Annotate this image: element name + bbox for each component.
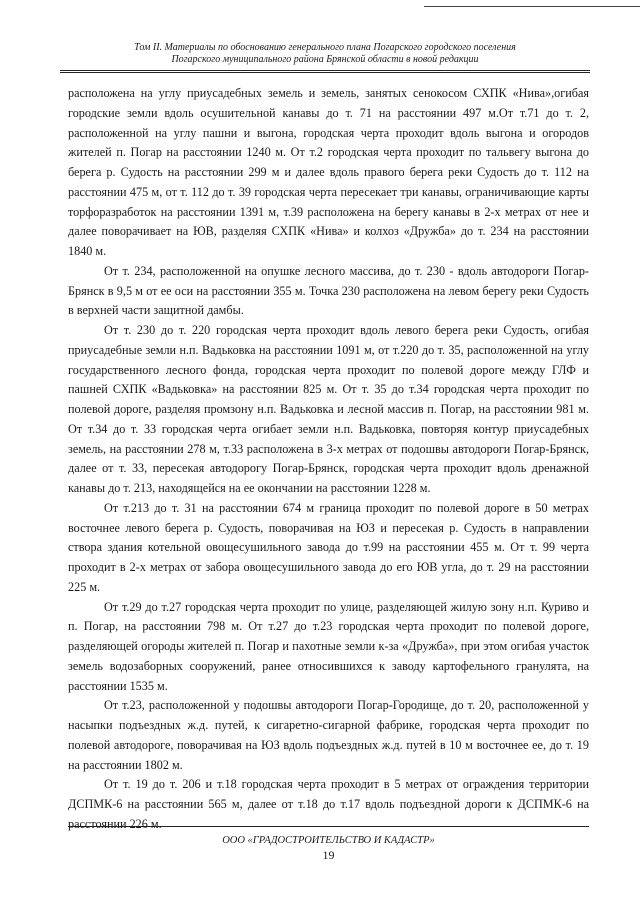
header-divider-double xyxy=(60,72,590,73)
paragraph-6: От т.23, расположенной у подошвы автодороги Погар-Городище, до т. 20, расположенной у насыпки подъездных ж.д. путей, к сигаретно-сигарной фабрике, городская черта проходит по полевой автодороге, поворачивая на ЮЗ вдоль подъездных ж.д. путей в 10 м восточнее ее, до т. 19 на расстоянии 1802 м. xyxy=(68,698,589,772)
paragraph-3: От т. 230 до т. 220 городская черта проходит вдоль левого берега реки Судость, огибая приусадебные земли н.п. Вадьковка на расстоянии 1091 м, от т.220 до т. 35, расположенной на углу государственного лесного фонда, городская черта проходит по полевой дороге между ГЛФ и пашней СХПК «Вадьковка» на расстоянии 825 м. От т. 35 до т.34 городская черта проходит по полевой дороге, разделяя промзону н.п. Вадьковка и лесной массив п. Погар, на расстоянии 981 м. От т.34 до т. 33 городская черта огибает земли н.п. Вадьковка, повторяя контур приусадебных земель, на расстоянии 278 м, т.33 расположена в 3-х метрах от подошвы автодороги Погар-Брянск, далее от т. 33, пересекая автодорогу Погар-Брянск, городская черта проходит вдоль дренажной канавы до т. 213, находящейся на ее окончании на расстоянии 1228 м. xyxy=(68,323,589,495)
paragraph-4: От т.213 до т. 31 на расстоянии 674 м граница проходит по полевой дороге в 50 метрах восточнее левого берега р. Судость, поворачивая на ЮЗ и пересекая р. Судость в направлении створа здания котельной овощесушильного завода до т.99 на расстоянии 455 м. От т. 99 черта проходит в 2-х метрах от забора овощесушильного завода до его ЮВ угла, до т. 29 на расстоянии 225 м. xyxy=(68,500,589,594)
top-edge-rule xyxy=(424,6,640,7)
footer-organization: ООО «ГРАДОСТРОИТЕЛЬСТВО И КАДАСТР» xyxy=(222,835,435,846)
header-divider xyxy=(60,70,590,71)
paragraph-5: От т.29 до т.27 городская черта проходит по улице, разделяющей жилую зону н.п. Куриво и п. Погар, на расстоянии 798 м. От т.27 до т.23 городская черта проходит по полевой дороге, разделяющей огороды жителей п. Погар и пахотные земли к-за «Дружба», при этом огибая участок земель водозаборных сооружений, ранее относившихся к заводу картофельного гранулята, на расстоянии 1535 м. xyxy=(68,599,589,693)
header-line-1: Том II. Материалы по обоснованию генерального плана Погарского городского поселения xyxy=(134,42,516,53)
document-body xyxy=(68,84,589,835)
paragraph-2: От т. 234, расположенной на опушке лесного массива, до т. 230 - вдоль автодороги Погар-Брянск в 9,5 м от ее оси на расстоянии 355 м. Точка 230 расположена на левом берегу реки Судость в верхней части защитной дамбы. xyxy=(68,263,589,318)
page-header xyxy=(60,42,590,66)
paragraph-7: От т. 19 до т. 206 и т.18 городская черта проходит в 5 метрах от ограждения территории ДСПМК-6 на расстоянии 565 м, далее от т.18 до т.17 вдоль подъездной дороги к ДСПМК-6 на расстоянии 226 м. xyxy=(68,777,589,831)
page-number: 19 xyxy=(322,848,335,862)
footer-divider xyxy=(68,826,589,827)
header-line-2: Погарского муниципального района Брянской области в новой редакции xyxy=(171,54,479,65)
paragraph-1: расположена на углу приусадебных земель и земель, занятых сенокосом СХПК «Нива»,огибая городские земли вдоль осушительной канавы до т. 71 на расстоянии 497 м.От т.71 до т. 2, расположенной на углу пашни и выгона, городская черта проходит вдоль выгона и огородов жителей п. Погар на расстоянии 1240 м. От т.2 городская черта проходит по тальвегу выгона до берега р. Судость на расстоянии 299 м и далее вдоль правого берега реки Судость до т. 112 на расстоянии 475 м, от т. 112 до т. 39 городская черта пересекает три канавы, ограничивающие карты торфоразработок на расстоянии 1391 м, т.39 расположена на берегу канавы в 2-х метрах от нее и далее поворачивает на ЮВ, разделяя СХПК «Нива» и колхоз «Дружба» до т. 234 на расстоянии 1840 м. xyxy=(68,86,589,258)
